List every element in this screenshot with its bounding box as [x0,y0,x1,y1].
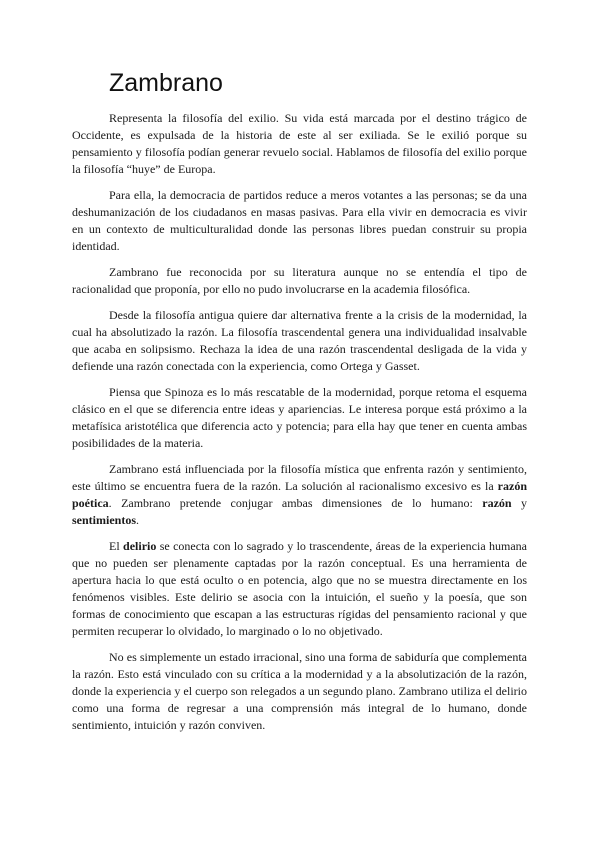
text-run: y [511,496,527,510]
text-run: . Zambrano pretende conjugar ambas dimensiones de lo humano: [108,496,483,510]
text-run: . [136,513,139,527]
paragraph [72,307,527,375]
bold-term-razon: razón [482,496,512,510]
text-run: No es simplemente un estado irracional, sino una forma de sabiduría que complementa la razón. Esto está vinculado con su crítica a la modernidad y a la absolutización de la razón, donde la experiencia y el cuerpo son relegados a un segundo plano. Zambrano utiliza el delirio como una forma de regresar a una comprensión más integral de lo humano, donde sentimiento, intuición y razón conviven. [72,650,527,732]
bold-term-razon-poetica: razón poética [72,479,527,510]
text-run: Representa la filosofía del exilio. Su vida está marcada por el destino trágico de Occidente, es expulsada de la historia de este al ser exiliada. Se le exilió porque su pensamiento y filosofía podían generar revuelo social. Hablamos de filosofía del exilio porque la filosofía “huye” de Europa. [72,111,527,176]
paragraph [72,649,527,734]
text-run: Zambrano fue reconocida por su literatura aunque no se entendía el tipo de racionalidad que proponía, por ello no pudo involucrarse en la academia filosófica. [72,265,527,296]
paragraph [72,187,527,255]
paragraph [72,110,527,178]
document-title: Zambrano [109,69,223,97]
bold-term-delirio: delirio [123,539,157,553]
paragraph [72,538,527,640]
text-run: Para ella, la democracia de partidos reduce a meros votantes a las personas; se da una deshumanización de los ciudadanos en masas pasivas. Para ella vivir en democracia es vivir en un contexto de multiculturalidad donde las personas libres puedan construir su propia identidad. [72,188,527,253]
bold-term-sentimientos: sentimientos [72,513,136,527]
text-run: Piensa que Spinoza es lo más rescatable de la modernidad, porque retoma el esquema clásico en el que se diferencia entre ideas y apariencias. Le interesa porque está próximo a la metafísica aristotélica que diferencia acto y potencia; para ella hay que tener en cuenta ambas posibilidades de la materia. [72,385,527,450]
paragraph [72,384,527,452]
paragraph [72,264,527,298]
text-run: Desde la filosofía antigua quiere dar alternativa frente a la crisis de la modernidad, la cual ha absolutizado la razón. La filosofía trascendental genera una individualidad insalvable que acaba en solipsismo. Rechaza la idea de una razón trascendental desligada de la vida y defiende una razón conectada con la experiencia, como Ortega y Gasset. [72,308,527,373]
text-run: El [109,539,124,553]
paragraph [72,461,527,529]
text-run: se conecta con lo sagrado y lo trascendente, áreas de la experiencia humana que no pueden ser plenamente captadas por la razón conceptual. Es una herramienta de apertura hacia lo que está oculto o en potencia, algo que no se muestra directamente en los fenómenos visibles. Este delirio se asocia con la intuición, el sueño y la poesía, que son formas de conocimiento que escapan a las estructuras rígidas del pensamiento racional y que permiten recuperar lo olvidado, lo marginado o lo no objetivado. [72,539,528,638]
text-run: Zambrano está influenciada por la filosofía mística que enfrenta razón y sentimiento, este último se encuentra fuera de la razón. La solución al racionalismo excesivo es la [72,462,527,493]
document-body [72,68,527,743]
